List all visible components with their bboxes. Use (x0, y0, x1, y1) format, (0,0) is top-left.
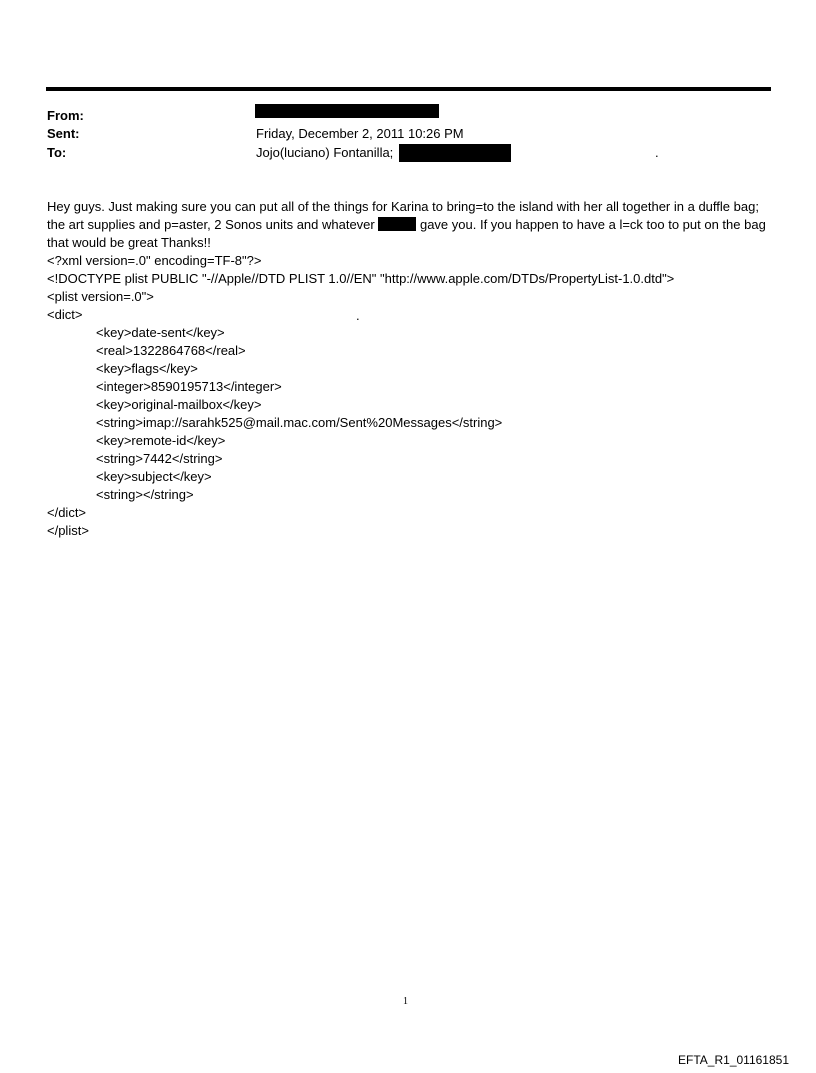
plist-close: </plist> (47, 523, 89, 538)
plist-line: <key>subject</key> (96, 469, 212, 484)
page-number: 1 (403, 996, 408, 1007)
sent-value: Friday, December 2, 2011 10:26 PM (256, 126, 464, 141)
message-paragraph (47, 198, 777, 252)
to-value: Jojo(luciano) Fontanilla; (256, 145, 394, 160)
plist-line: <key>flags</key> (96, 361, 198, 376)
from-redaction (255, 104, 439, 118)
bates-number: EFTA_R1_01161851 (678, 1053, 789, 1067)
to-label: To: (47, 145, 67, 160)
plist-line: <string>imap://sarahk525@mail.mac.com/Sent%20Messages</string> (96, 415, 503, 430)
plist-line: <key>date-sent</key> (96, 325, 225, 340)
dict-open: <dict> (47, 307, 83, 322)
header-rule (46, 87, 771, 91)
to-redaction (399, 144, 511, 162)
inline-redaction (378, 217, 416, 231)
plist-line: <string>7442</string> (96, 451, 223, 466)
message-paragraph-part2: gave you. If you happen to have a l=ck too to put on the bag that would be great Thanks!! (47, 217, 766, 250)
message-paragraph-part1: Hey guys. Just making sure you can put all of the things for Karina to bring=to the island with her all together in a duffle bag; the art supplies and p=aster, 2 Sonos units and whatever (47, 199, 759, 232)
plist-line: <real>1322864768</real> (96, 343, 246, 358)
xml-declaration: <?xml version=.0" encoding=TF-8"?> (47, 253, 262, 268)
from-label: From: (47, 108, 84, 123)
to-trailing-dot: . (655, 145, 659, 160)
doctype-line: <!DOCTYPE plist PUBLIC "-//Apple//DTD PLIST 1.0//EN" "http://www.apple.com/DTDs/PropertyList-1.0.dtd"> (47, 271, 675, 286)
sent-label: Sent: (47, 126, 80, 141)
plist-open: <plist version=.0"> (47, 289, 154, 304)
plist-line: <integer>8590195713</integer> (96, 379, 282, 394)
dict-close: </dict> (47, 505, 87, 520)
plist-line: <key>original-mailbox</key> (96, 397, 262, 412)
dict-dot: . (356, 308, 360, 323)
plist-line: <string></string> (96, 487, 194, 502)
plist-line: <key>remote-id</key> (96, 433, 226, 448)
